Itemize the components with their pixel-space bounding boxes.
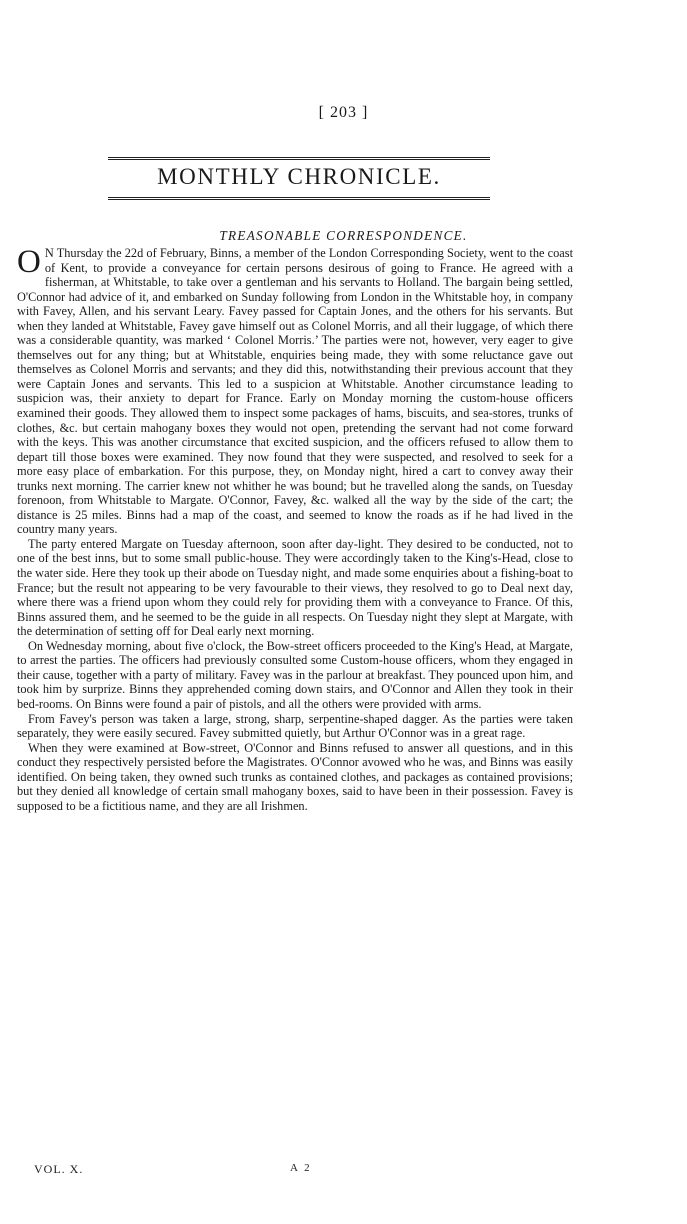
title-rule-top <box>108 157 490 160</box>
signature-mark: A 2 <box>290 1162 312 1174</box>
article-paragraph: From Favey's person was taken a large, strong, sharp, serpentine-shaped dagger. As the parties were taken separately, they were easily secured. Favey submitted quietly, but Arthur O'Connor was in a great rage. <box>17 711 573 741</box>
article-body <box>17 246 573 813</box>
article-paragraph: When they were examined at Bow-street, O'Connor and Binns refused to answer all questions, and in this conduct they respectively persisted before the Magistrates. O'Connor avowed who he was, and Binns was easily identified. On being taken, they owned such trunks as contained clothes, and packages as contained provisions; but they denied all knowledge of certain small mahogany boxes, said to have been in their possession. Favey is supposed to be a fictitious name, and they are all Irishmen. <box>17 740 573 813</box>
chronicle-title: MONTHLY CHRONICLE. <box>157 164 441 189</box>
article-paragraph: On Wednesday morning, about five o'clock, the Bow-street officers proceeded to the King's Head, at Margate, to arrest the parties. The officers had previously consulted some Custom-house officers, whom they engaged in their cause, together with a party of military. Favey was in the parlour at breakfast. They pounced upon him, and took him by surprize. Binns they apprehended coming down stairs, and O'Connor and Allen they took in their bed-rooms. On Binns were found a pair of pistols, and all the others were provided with arms. <box>17 638 573 711</box>
title-rule-bottom <box>108 197 490 200</box>
article-paragraph <box>17 246 573 537</box>
page-number: [ 203 ] <box>318 104 369 121</box>
section-title: TREASONABLE CORRESPONDENCE. <box>219 228 468 243</box>
paragraph-text: N Thursday the 22d of February, Binns, a member of the London Corresponding Society, went to the coast of Kent, to provide a conveyance for certain persons desirous of going to France. He agreed with a fisherman, at Whitstable, to take over a gentleman and his servants to Holland. The bargain being settled, O'Connor had advice of it, and embarked on Sunday following from London in the Whitstable hoy, in company with Favey, Allen, and his servant Leary. Favey passed for Captain Jones, and the others for his servants. But when they landed at Whitstable, Favey gave himself out as Colonel Morris, and all their luggage, of which there was a considerable quantity, was marked ‘ Colonel Morris.’ The parties were not, however, very eager to give themselves out for any thing; but at Whitstable, enquiries being made, they with some reluctance gave out themselves as Colonel Morris and servants; and they did this, notwithstanding their previous account that they were Captain Jones and servants. This led to a suspicion at Whitstable. Another circumstance leading to suspicion was, their anxiety to depart for France. Early on Monday morning the custom-house officers examined their goods. They allowed them to inspect some packages of hams, biscuits, and sea-stores, trunks of clothes, &c. but certain mahogany boxes they would not open, pretending the servant had not come forward with the keys. This was another circumstance that excited suspicion, and the officers refused to allow them to depart till those boxes were examined. They now found that they were suspected, and resolved to seek for a more easy place of embarkation. For this purpose, they, on Monday night, hired a cart to convey away their trunks next morning. The carrier knew not whither he was bound; but he travelled along the sands, on Tuesday forenoon, from Whitstable to Margate. O'Connor, Favey, &c. walked all the way by the side of the cart; the distance is 25 miles. Binns had a map of the coast, and seemed to know the roads as if he had lived in the country many years. <box>17 246 573 537</box>
drop-cap: O <box>17 244 41 280</box>
volume-label: VOL. X. <box>34 1162 84 1176</box>
article-paragraph: The party entered Margate on Tuesday afternoon, soon after day-light. They desired to be conducted, not to one of the best inns, but to some small public-house. They were accordingly taken to the King's-Head, close to the water side. Here they took up their abode on Tuesday night, and made some enquiries about a fishing-boat to France; but the result not appearing to be very favourable to their views, they resolved to go to Deal next day, where there was a friend upon whom they could rely for providing them with a conveyance to France. Of this, Binns assured them, and he seemed to be the guide in all respects. On Tuesday night they slept at Margate, with the determination of setting off for Deal early next morning. <box>17 536 573 639</box>
